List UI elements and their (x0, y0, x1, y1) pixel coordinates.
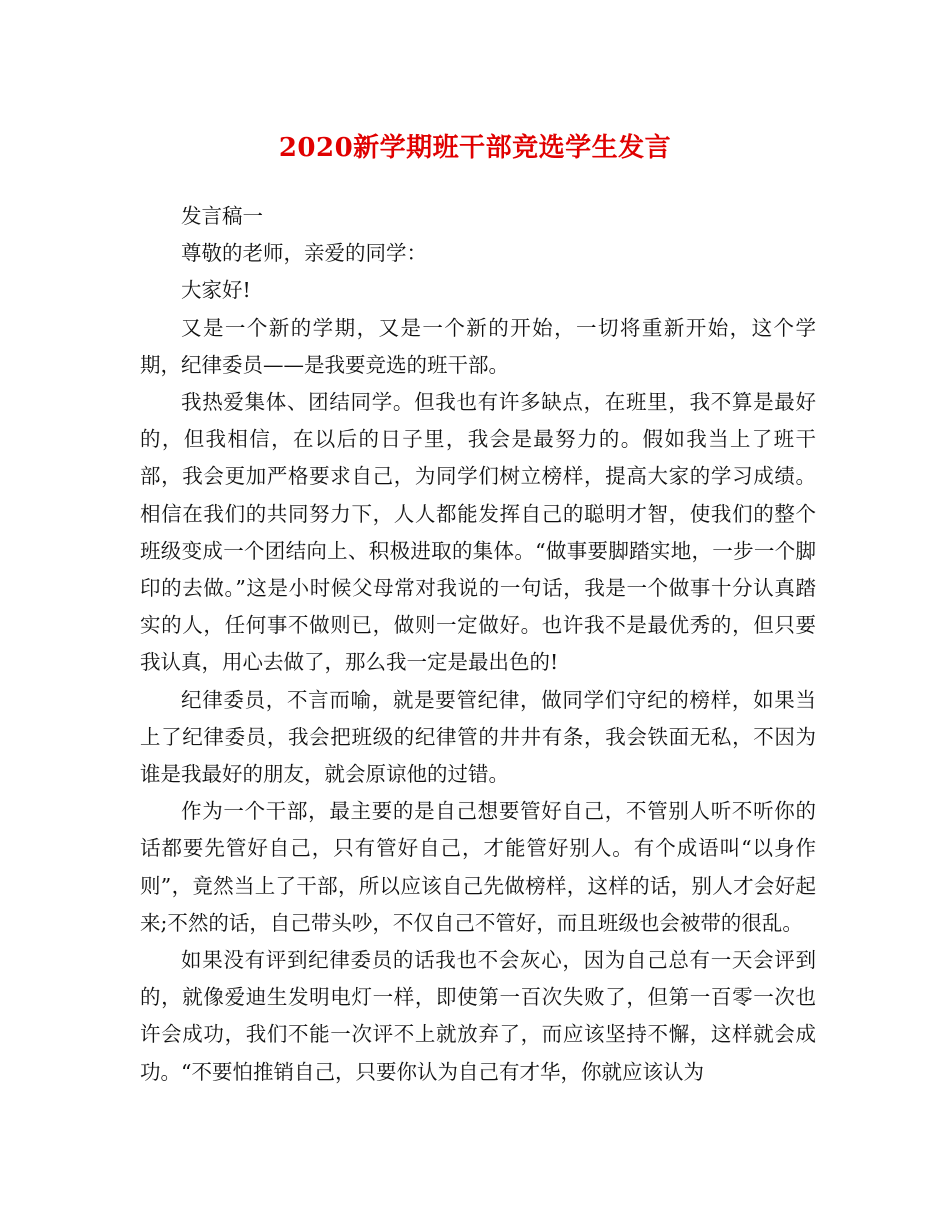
paragraph-greeting: 大家好! (181, 278, 251, 303)
paragraph-heading: 发言稿一 (181, 204, 263, 228)
paragraph: 纪律委员，不言而喻，就是要管纪律，做同学们守纪的榜样，如果当上了纪律委员，我会把班级的纪律管的井井有条，我会铁面无私，不因为谁是我最好的朋友，就会原谅他的过错。 (140, 687, 816, 787)
paragraph-salutation: 尊敬的老师，亲爱的同学： (181, 241, 427, 266)
document-body (140, 198, 816, 1091)
paragraph: 作为一个干部，最主要的是自己想要管好自己，不管别人听不听你的话都要先管好自己，只有管好自己，才能管好别人。有个成语叫“以身作则”，竟然当上了干部，所以应该自己先做榜样，这样的话，别人才会好起来;不然的话，自己带头吵，不仅自己不管好，而且班级也会被带的很乱。 (140, 799, 816, 935)
document-title: 2020新学期班干部竞选学生发言 (278, 133, 672, 163)
paragraph: 又是一个新的学期，又是一个新的开始，一切将重新开始，这个学期，纪律委员——是我要竞选的班干部。 (140, 315, 816, 377)
paragraph: 如果没有评到纪律委员的话我也不会灰心，因为自己总有一天会评到的，就像爱迪生发明电灯一样，即使第一百次失败了，但第一百零一次也许会成功，我们不能一次评不上就放弃了，而应该坚持不懈，这样就会成功。“不要怕推销自己，只要你认为自己有才华，你就应该认为 (140, 948, 816, 1084)
paragraph: 我热爱集体、团结同学。但我也有许多缺点，在班里，我不算是最好的，但我相信，在以后的日子里，我会是最努力的。假如我当上了班干部，我会更加严格要求自己，为同学们树立榜样，提高大家的学习成绩。相信在我们的共同努力下，人人都能发挥自己的聪明才智，使我们的整个班级变成一个团结向上、积极进取的集体。“做事要脚踏实地，一步一个脚印的去做。”这是小时候父母常对我说的一句话，我是一个做事十分认真踏实的人，任何事不做则已，做则一定做好。也许我不是最优秀的，但只要我认真，用心去做了，那么我一定是最出色的! (140, 390, 816, 675)
